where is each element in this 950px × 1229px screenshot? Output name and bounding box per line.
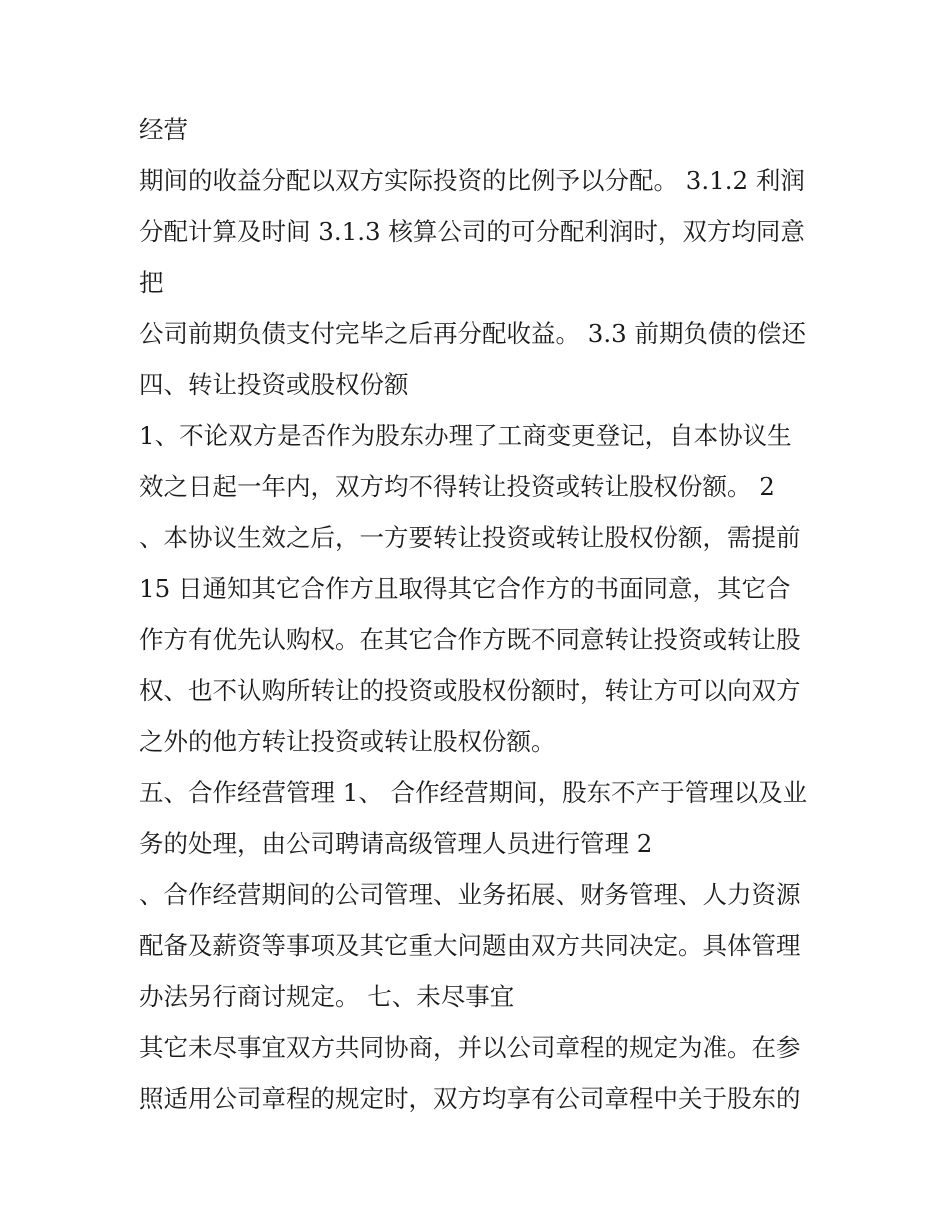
text-line: 务的处理，由公司聘请高级管理人员进行管理 2 <box>139 829 653 858</box>
text-line: 作方有优先认购权。在其它合作方既不同意转让投资或转让股 <box>139 625 801 654</box>
text-line: 1、不论双方是否作为股东办理了工商变更登记，自本协议生 <box>139 421 792 450</box>
text-line: 之外的他方转让投资或转让股权份额。 <box>139 727 556 756</box>
text-line: 、本协议生效之后，一方要转让投资或转让股权份额，需提前 <box>139 523 801 552</box>
text-line: 其它未尽事宜双方共同协商，并以公司章程的规定为准。在参 <box>139 1033 801 1062</box>
section-heading: 四、转让投资或股权份额 <box>139 370 409 399</box>
text-line: 配备及薪资等事项及其它重大问题由双方共同决定。具体管理 <box>139 931 801 960</box>
text-line: 照适用公司章程的规定时，双方均享有公司章程中关于股东的 <box>139 1084 801 1113</box>
text-line: 办法另行商讨规定。 七、未尽事宜 <box>139 982 515 1011</box>
text-line: 公司前期负债支付完毕之后再分配收益。 3.3 前期负债的偿还 <box>139 319 807 348</box>
text-line: 权、也不认购所转让的投资或股权份额时，转让方可以向双方 <box>139 676 801 705</box>
text-line: 15 日通知其它合作方且取得其它合作方的书面同意，其它合 <box>139 574 791 603</box>
text-line: 分配计算及时间 3.1.3 核算公司的可分配利润时，双方均同意 <box>139 217 805 246</box>
text-line: 五、合作经营管理 1、 合作经营期间，股东不产于管理以及业 <box>139 778 808 807</box>
text-line: 期间的收益分配以双方实际投资的比例予以分配。 3.1.2 利润 <box>139 166 805 195</box>
text-line: 把 <box>139 268 164 297</box>
text-line: 效之日起一年内，双方均不得转让投资或转让股权份额。 2 <box>139 472 775 501</box>
text-line: 经营 <box>139 115 188 144</box>
text-line: 、合作经营期间的公司管理、业务拓展、财务管理、人力资源 <box>139 880 801 909</box>
document-body <box>139 104 819 1124</box>
